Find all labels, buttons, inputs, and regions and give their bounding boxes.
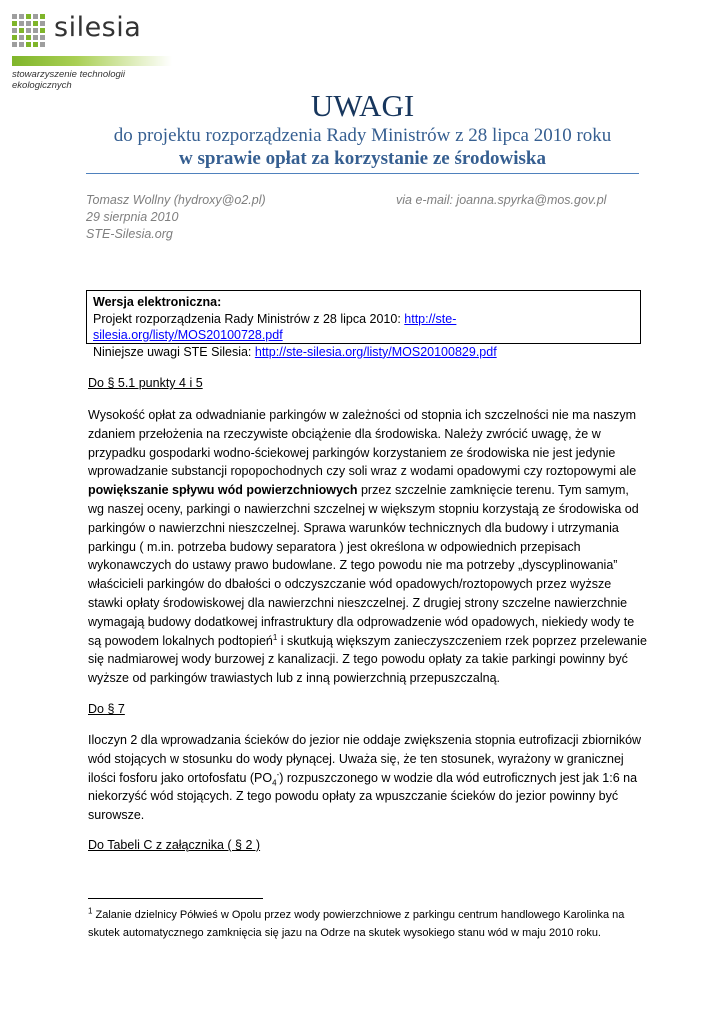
box-line-project-label: Projekt rozporządzenia Rady Ministrów z 28 lipca 2010:	[93, 311, 405, 326]
section-heading-table-c: Do Tabeli C z załącznika ( § 2 )	[88, 838, 261, 852]
superscript: -	[276, 769, 280, 779]
document-date: 29 sierpnia 2010	[86, 210, 179, 224]
footnote-reference[interactable]: 1	[272, 632, 278, 642]
subtitle-line-2: w sprawie opłat za korzystanie ze środowiska	[179, 148, 546, 169]
logo-wordmark: silesia	[54, 12, 142, 43]
footnote-divider	[88, 898, 263, 899]
section-paragraph-7	[88, 731, 648, 825]
project-pdf-link[interactable]: http://ste-silesia.org/listy/MOS20100728.pdf	[93, 311, 457, 342]
box-heading: Wersja elektroniczna:	[93, 295, 222, 309]
remarks-pdf-link[interactable]: http://ste-silesia.org/listy/MOS20100829.pdf	[254, 344, 497, 359]
paragraph-text: przez szczelnie zamknięcie terenu. Tym samym, wg naszej oceny, parkingi o nawierzchni szczelnej w większym stopniu korzystają ze środowiska od parkingów o nawierzchni nieszczelnej. Sprawa warunków technicznych dla budowy i utrzymania parkingu ( m.in. potrzeba budowy separatora ) jest określona w odpowiednich przepisach wykonawczych do ustawy prawo budowlane. Z tego powodu nie ma potrzeby „dyscyplinowania” właścicieli parkingów do dbałości o odczyszczanie wód opadowych/roztopowych przez wyższe stawki opłaty środowiskowej dla nawierzchni nieszczelnej. Z drugiej strony szczelne nawierzchnie wymagają budowy dodatkowej infrastruktury dla odprowadzenie wód opadowych, niekiedy wody te są powodem lokalnych podtopień	[88, 483, 639, 648]
organization: STE-Silesia.org	[86, 227, 173, 241]
paragraph-text: Iloczyn 2 dla wprowadzania ścieków do jezior nie oddaje zwiększenia stopnia eutrofizacji zbiorników wód stojących w stosunku do wody płynącej. Uważa się, że ten stosunek, wyrażony w granicznej ilości fosforu jako ortofosfatu (PO	[88, 733, 642, 785]
title-divider	[86, 173, 639, 174]
recipient-email: via e-mail: joanna.spyrka@mos.gov.pl	[396, 193, 607, 207]
section-heading-7: Do § 7	[88, 702, 125, 716]
subscript: 4	[272, 778, 277, 788]
paragraph-text: Wysokość opłat za odwadnianie parkingów w zależności od stopnia ich szczelności nie ma naszym zdaniem przełożenia na rzeczywiste obciążenie dla środowiska. Należy zwrócić uwagę, że w przypadku gospodarki wodno-ściekowej parkingów korzystaniem ze środowiska nie jest jedynie wprowadzanie substancji ropopochodnych czy soli wraz z wodami opadowymi czy roztopowymi ale	[88, 408, 637, 479]
logo-dot-grid-icon	[12, 14, 48, 50]
page-title: UWAGI	[310, 88, 415, 123]
author-line: Tomasz Wollny (hydroxy@o2.pl)	[86, 193, 266, 207]
box-line-remarks	[93, 344, 634, 361]
silesia-logo	[12, 12, 182, 91]
footnote-mark: 1	[88, 906, 93, 916]
section-heading-5-1: Do § 5.1 punkty 4 i 5	[88, 376, 203, 390]
box-line-remarks-label: Niniejsze uwagi STE Silesia:	[93, 344, 255, 359]
subtitle-line-1: do projektu rozporządzenia Rady Ministrów z 28 lipca 2010 roku	[113, 125, 612, 146]
box-line-project	[93, 311, 634, 344]
paragraph-bold-text: powiększanie spływu wód powierzchniowych	[88, 483, 358, 498]
section-paragraph-5-1	[88, 406, 648, 688]
footnote-text: Zalanie dzielnicy Półwieś w Opolu przez wody powierzchniowe z parkingu centrum handlowego Karolinka na skutek automatycznego zamknięcia się jazu na Odrze na skutek wysokiego stanu wód w maju 2010 roku.	[88, 909, 625, 939]
electronic-version-box	[86, 290, 641, 359]
footnote	[88, 906, 648, 942]
logo-tagline: stowarzyszenie technologii ekologicznych	[12, 69, 126, 91]
paragraph-text: i skutkują większym zanieczyszczeniem rzek poprzez przelewanie się nadmiarowej wody burzowej z kanalizacji. Z tego powodu opłaty za takie parkingi powinny być wyższe od parkingów trawiastych lub z inną powierzchnią przepuszczalną.	[88, 633, 647, 686]
paragraph-text: ) rozpuszczonego w wodzie dla wód eutroficznych jest jak 1:6 na niekorzyść wód stojących. Z tego powodu opłaty za wpuszczanie ścieków do jezior powinny być surowsze.	[88, 770, 638, 823]
logo-gradient-bar	[12, 56, 172, 66]
